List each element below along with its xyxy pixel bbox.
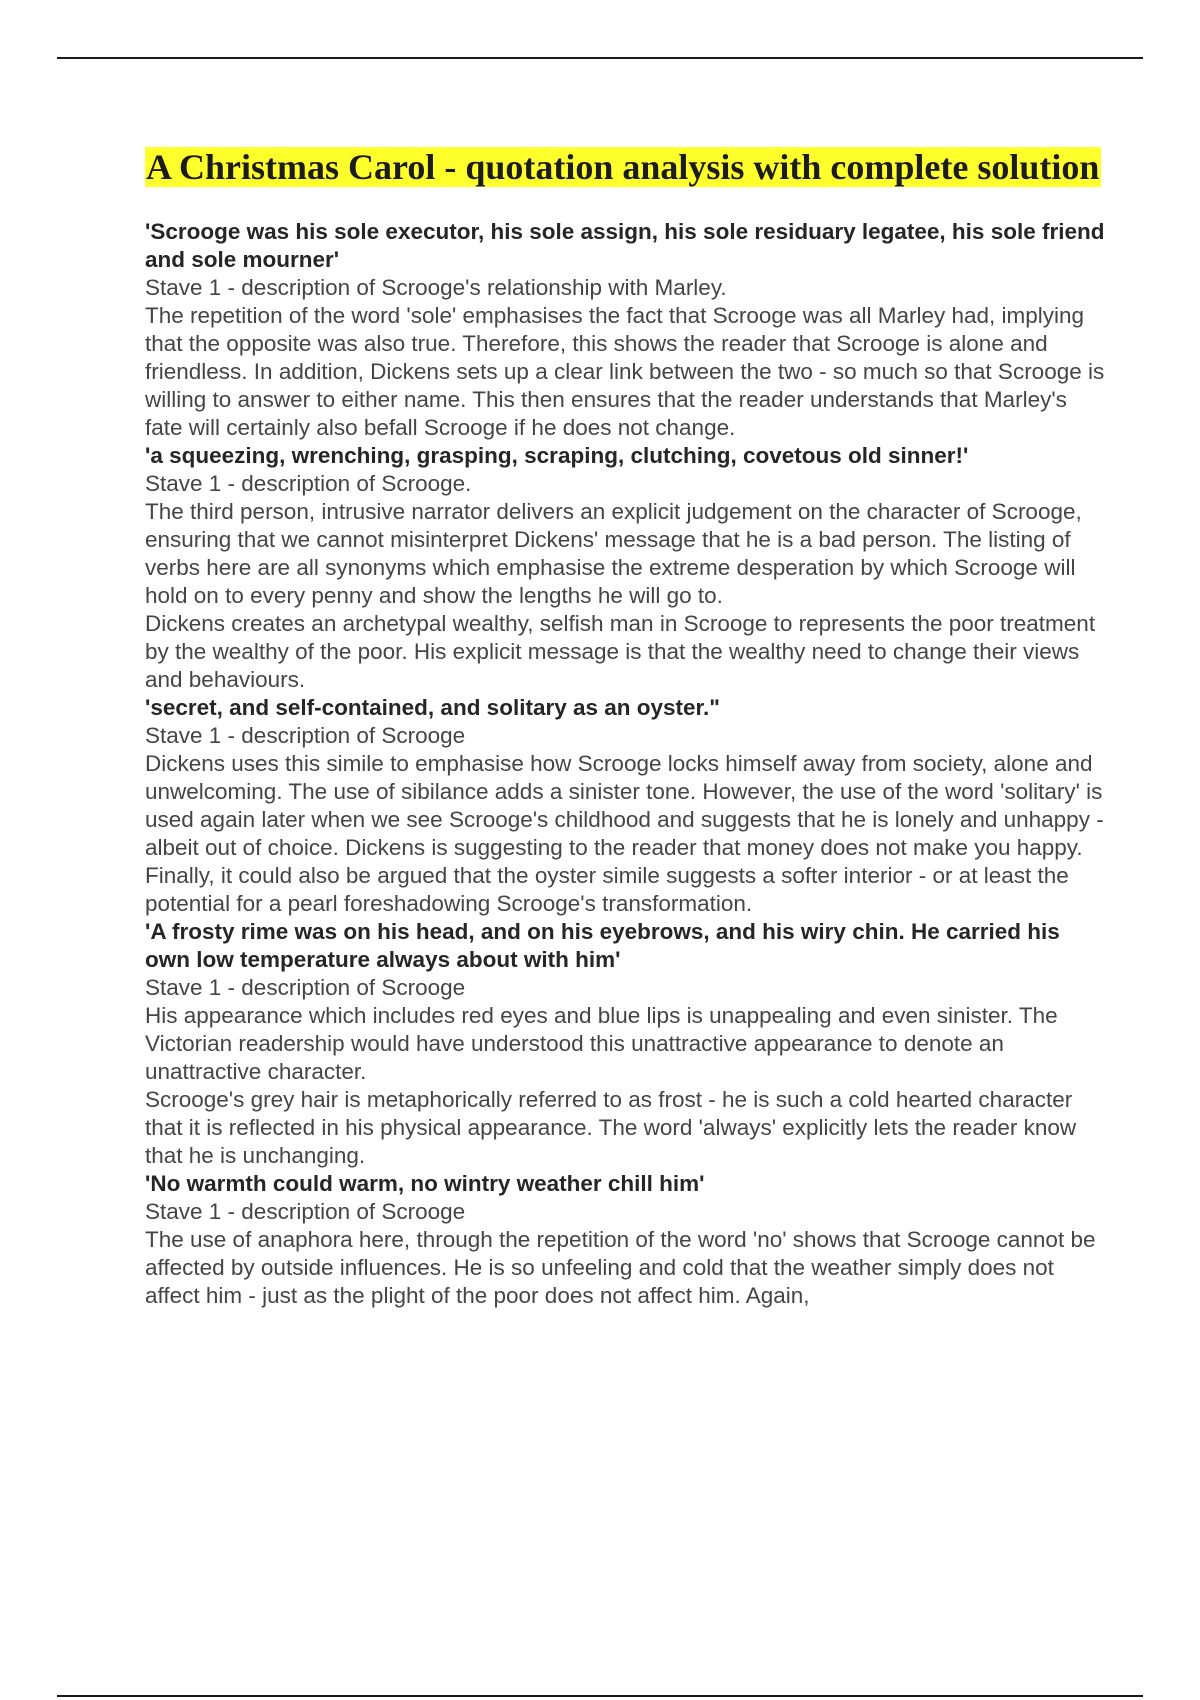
analysis-paragraph: Dickens creates an archetypal wealthy, selfish man in Scrooge to represents the poor treatment by the wealthy of the poor. His explicit message is that the wealthy need to change their views and behaviours.	[145, 611, 1096, 692]
stave-note: Stave 1 - description of Scrooge.	[145, 471, 472, 496]
footer-rule	[57, 1695, 1143, 1697]
stave-note: Stave 1 - description of Scrooge	[145, 975, 466, 1000]
quotation-entry-5	[145, 1170, 1105, 1310]
header-rule	[57, 57, 1143, 59]
analysis-paragraph: Scrooge's grey hair is metaphorically referred to as frost - he is such a cold hearted character that it is reflected in his physical appearance. The word 'always' explicitly lets the reader know that he is unchanging.	[145, 1087, 1077, 1168]
analysis-paragraph: Finally, it could also be argued that the oyster simile suggests a softer interior - or at least the potential for a pearl foreshadowing Scrooge's transformation.	[145, 863, 1069, 916]
analysis-paragraph: The third person, intrusive narrator delivers an explicit judgement on the character of Scrooge, ensuring that we cannot misinterpret Dickens' message that he is a bad person. The listing of verbs here are all synonyms which emphasise the extreme desperation by which Scrooge will hold on to every penny and show the lengths he will go to.	[145, 499, 1082, 608]
quotation-text: 'secret, and self-contained, and solitary as an oyster."	[145, 695, 720, 720]
quotation-entry-3	[145, 694, 1105, 918]
stave-note: Stave 1 - description of Scrooge	[145, 723, 466, 748]
quotation-entry-4	[145, 918, 1105, 1170]
document-title-highlight: A Christmas Carol - quotation analysis with complete solution	[146, 147, 1100, 187]
quotation-text: 'No warmth could warm, no wintry weather chill him'	[145, 1171, 705, 1196]
analysis-paragraph: His appearance which includes red eyes and blue lips is unappealing and even sinister. The Victorian readership would have understood this unattractive appearance to denote an unattractive character.	[145, 1003, 1058, 1084]
quotation-text: 'Scrooge was his sole executor, his sole assign, his sole residuary legatee, his sole friend and sole mourner'	[145, 219, 1105, 272]
document-body	[145, 146, 1105, 1310]
analysis-paragraph: The repetition of the word 'sole' emphasises the fact that Scrooge was all Marley had, implying that the opposite was also true. Therefore, this shows the reader that Scrooge is alone and friendless. In addition, Dickens sets up a clear link between the two - so much so that Scrooge is willing to answer to either name. This then ensures that the reader understands that Marley's fate will certainly also befall Scrooge if he does not change.	[145, 303, 1105, 440]
stave-note: Stave 1 - description of Scrooge	[145, 1199, 466, 1224]
analysis-paragraph: The use of anaphora here, through the repetition of the word 'no' shows that Scrooge cannot be affected by outside influences. He is so unfeeling and cold that the weather simply does not affect him - just as the plight of the poor does not affect him. Again,	[145, 1227, 1096, 1308]
quotation-entry-1	[145, 218, 1105, 442]
document-title	[145, 146, 1105, 188]
quotation-entry-2	[145, 442, 1105, 694]
analysis-paragraph: Dickens uses this simile to emphasise how Scrooge locks himself away from society, alone and unwelcoming. The use of sibilance adds a sinister tone. However, the use of the word 'solitary' is used again later when we see Scrooge's childhood and suggests that he is lonely and unhappy -albeit out of choice. Dickens is suggesting to the reader that money does not make you happy.	[145, 751, 1104, 860]
quotation-text: 'A frosty rime was on his head, and on his eyebrows, and his wiry chin. He carried his own low temperature always about with him'	[145, 919, 1060, 972]
stave-note: Stave 1 - description of Scrooge's relationship with Marley.	[145, 275, 727, 300]
quotation-text: 'a squeezing, wrenching, grasping, scraping, clutching, covetous old sinner!'	[145, 443, 969, 468]
